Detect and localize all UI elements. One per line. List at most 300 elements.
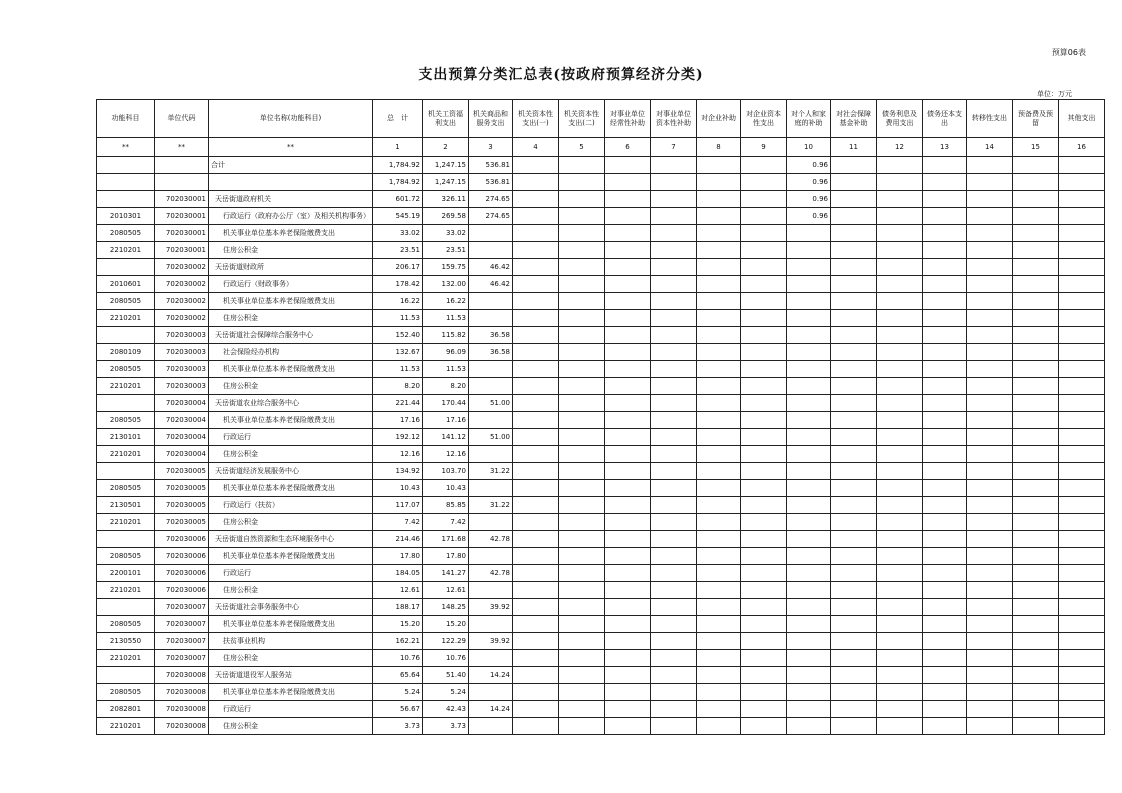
unit-code-cell-text: 702030005 [165, 467, 206, 475]
empty-cell [741, 395, 787, 412]
empty-cell [697, 531, 741, 548]
goods-cell [469, 378, 513, 395]
unit-code-cell [155, 225, 209, 242]
total-cell [373, 497, 423, 514]
empty-cell [1059, 208, 1105, 225]
empty-cell [1013, 582, 1059, 599]
wage-cell [423, 225, 469, 242]
index-cell: 6 [605, 138, 651, 157]
empty-cell [741, 565, 787, 582]
wage-cell-text: 5.24 [450, 688, 466, 696]
unit-name-cell-text: 住房公积金 [223, 585, 258, 594]
total-cell [373, 616, 423, 633]
empty-cell [651, 157, 697, 174]
empty-cell [651, 310, 697, 327]
goods-cell [469, 276, 513, 293]
unit-name-cell [209, 191, 373, 208]
empty-cell [559, 344, 605, 361]
wage-cell-text: 17.80 [445, 552, 466, 560]
goods-cell [469, 361, 513, 378]
empty-cell [741, 599, 787, 616]
personal-cell [787, 463, 831, 480]
unit-code-cell [155, 344, 209, 361]
wage-cell-text: 10.43 [445, 484, 466, 492]
empty-cell [697, 174, 741, 191]
empty-cell [877, 582, 923, 599]
empty-cell [741, 701, 787, 718]
empty-cell [831, 633, 877, 650]
unit-name-cell-text: 机关事业单位基本养老保险缴费支出 [223, 296, 335, 305]
empty-cell [513, 378, 559, 395]
unit-code-cell [155, 565, 209, 582]
empty-cell [877, 157, 923, 174]
empty-cell [605, 497, 651, 514]
empty-cell [513, 259, 559, 276]
goods-cell [469, 616, 513, 633]
empty-cell [651, 412, 697, 429]
unit-code-cell [155, 378, 209, 395]
wage-cell-text: 23.51 [445, 246, 466, 254]
total-cell [373, 565, 423, 582]
empty-cell [513, 582, 559, 599]
unit-name-cell [209, 361, 373, 378]
wage-cell [423, 446, 469, 463]
func-code-cell [97, 531, 155, 548]
header-cell: 对事业单位经常性补助 [605, 100, 651, 138]
empty-cell [923, 667, 967, 684]
goods-cell [469, 191, 513, 208]
empty-cell [1013, 174, 1059, 191]
wage-cell-text: 17.16 [445, 416, 466, 424]
goods-cell [469, 531, 513, 548]
total-cell [373, 191, 423, 208]
unit-name-cell [209, 225, 373, 242]
empty-cell [559, 565, 605, 582]
func-code-cell-text: 2080505 [109, 297, 142, 305]
total-cell-text: 214.46 [395, 535, 420, 543]
unit-name-cell-text: 合计 [211, 160, 225, 169]
empty-cell [923, 429, 967, 446]
unit-name-cell [209, 667, 373, 684]
index-cell: 7 [651, 138, 697, 157]
personal-cell [787, 310, 831, 327]
empty-cell [651, 344, 697, 361]
empty-cell [697, 225, 741, 242]
empty-cell [1013, 157, 1059, 174]
unit-name-cell [209, 174, 373, 191]
empty-cell [967, 463, 1013, 480]
index-cell: 10 [787, 138, 831, 157]
table-row [97, 361, 1105, 378]
empty-cell [877, 293, 923, 310]
total-cell [373, 310, 423, 327]
empty-cell [651, 378, 697, 395]
empty-cell [513, 327, 559, 344]
empty-cell [697, 599, 741, 616]
goods-cell [469, 633, 513, 650]
empty-cell [1059, 633, 1105, 650]
goods-cell-text: 31.22 [489, 467, 510, 475]
empty-cell [1059, 463, 1105, 480]
empty-cell [605, 157, 651, 174]
unit-code-cell-text: 702030001 [165, 212, 206, 220]
empty-cell [1013, 480, 1059, 497]
empty-cell [605, 718, 651, 735]
unit-code-cell-text: 702030007 [165, 637, 206, 645]
index-cell: 15 [1013, 138, 1059, 157]
empty-cell [1059, 242, 1105, 259]
table-row [97, 293, 1105, 310]
empty-cell [697, 480, 741, 497]
func-code-cell [97, 310, 155, 327]
personal-cell [787, 174, 831, 191]
empty-cell [697, 412, 741, 429]
unit-name-cell-text: 行政运行 [223, 568, 251, 577]
empty-cell [697, 327, 741, 344]
empty-cell [877, 174, 923, 191]
func-code-cell [97, 327, 155, 344]
empty-cell [831, 378, 877, 395]
empty-cell [967, 548, 1013, 565]
empty-cell [559, 327, 605, 344]
table-row [97, 310, 1105, 327]
empty-cell [967, 565, 1013, 582]
goods-cell-text: 42.78 [489, 535, 510, 543]
unit-label: 单位：万元 [1037, 90, 1072, 98]
unit-code-cell-text: 702030007 [165, 620, 206, 628]
empty-cell [559, 293, 605, 310]
empty-cell [605, 276, 651, 293]
empty-cell [877, 514, 923, 531]
goods-cell-text: 39.92 [489, 603, 510, 611]
func-code-cell-text: 2210201 [109, 314, 142, 322]
empty-cell [513, 208, 559, 225]
unit-code-cell [155, 446, 209, 463]
total-cell-text: 23.51 [399, 246, 420, 254]
empty-cell [831, 208, 877, 225]
header-row [97, 100, 1105, 138]
index-cell: 5 [559, 138, 605, 157]
total-cell [373, 344, 423, 361]
index-cell: 13 [923, 138, 967, 157]
goods-cell-text: 46.42 [489, 280, 510, 288]
func-code-cell-text: 2200101 [109, 569, 142, 577]
unit-name-cell-text: 住房公积金 [223, 381, 258, 390]
total-cell-text: 11.53 [399, 314, 420, 322]
empty-cell [697, 446, 741, 463]
form-number: 预算06表 [1051, 48, 1086, 57]
func-code-cell [97, 259, 155, 276]
empty-cell [741, 633, 787, 650]
wage-cell [423, 582, 469, 599]
total-cell-text: 3.73 [404, 722, 420, 730]
empty-cell [877, 225, 923, 242]
unit-code-cell-text: 702030004 [165, 450, 206, 458]
unit-code-cell [155, 582, 209, 599]
empty-cell [697, 565, 741, 582]
empty-cell [741, 378, 787, 395]
func-code-cell [97, 344, 155, 361]
empty-cell [967, 378, 1013, 395]
empty-cell [967, 429, 1013, 446]
index-cell: 11 [831, 138, 877, 157]
empty-cell [513, 548, 559, 565]
empty-cell [741, 582, 787, 599]
empty-cell [831, 157, 877, 174]
index-cell: 3 [469, 138, 513, 157]
personal-cell [787, 446, 831, 463]
empty-cell [1013, 259, 1059, 276]
unit-name-cell-text: 住房公积金 [223, 245, 258, 254]
func-code-cell-text: 2210201 [109, 450, 142, 458]
empty-cell [923, 446, 967, 463]
total-cell-text: 184.05 [395, 569, 420, 577]
wage-cell-text: 10.76 [445, 654, 466, 662]
empty-cell [967, 412, 1013, 429]
empty-cell [651, 259, 697, 276]
empty-cell [1013, 684, 1059, 701]
table-row [97, 565, 1105, 582]
empty-cell [741, 310, 787, 327]
personal-cell [787, 531, 831, 548]
empty-cell [651, 429, 697, 446]
table-row [97, 208, 1105, 225]
func-code-cell [97, 548, 155, 565]
table-row [97, 616, 1105, 633]
empty-cell [741, 259, 787, 276]
empty-cell [651, 446, 697, 463]
empty-cell [513, 667, 559, 684]
goods-cell [469, 310, 513, 327]
empty-cell [877, 446, 923, 463]
total-cell-text: 132.67 [395, 348, 420, 356]
goods-cell [469, 514, 513, 531]
func-code-cell [97, 701, 155, 718]
unit-name-cell-text: 机关事业单位基本养老保险缴费支出 [223, 483, 335, 492]
total-cell-text: 16.22 [399, 297, 420, 305]
empty-cell [741, 463, 787, 480]
goods-cell [469, 463, 513, 480]
unit-code-cell-text: 702030001 [165, 229, 206, 237]
total-cell [373, 667, 423, 684]
goods-cell-text: 14.24 [489, 671, 510, 679]
total-cell [373, 259, 423, 276]
wage-cell [423, 531, 469, 548]
func-code-cell-text: 2210201 [109, 518, 142, 526]
unit-name-cell [209, 327, 373, 344]
unit-code-cell-text: 702030003 [165, 365, 206, 373]
empty-cell [651, 395, 697, 412]
wage-cell-text: 122.29 [441, 637, 466, 645]
empty-cell [877, 667, 923, 684]
unit-code-cell-text: 702030001 [165, 246, 206, 254]
func-code-cell-text: 2080505 [109, 620, 142, 628]
empty-cell [1013, 514, 1059, 531]
empty-cell [741, 191, 787, 208]
goods-cell-text: 536.81 [485, 161, 510, 169]
empty-cell [1059, 548, 1105, 565]
empty-cell [923, 599, 967, 616]
personal-cell [787, 701, 831, 718]
wage-cell [423, 514, 469, 531]
empty-cell [559, 718, 605, 735]
unit-code-cell [155, 463, 209, 480]
goods-cell [469, 259, 513, 276]
unit-code-cell-text: 702030003 [165, 382, 206, 390]
empty-cell [513, 684, 559, 701]
unit-name-cell-text: 行政运行（扶贫） [223, 500, 279, 509]
goods-cell [469, 497, 513, 514]
func-code-cell [97, 463, 155, 480]
empty-cell [697, 718, 741, 735]
empty-cell [513, 344, 559, 361]
header-cell: 机关资本性支出(二) [559, 100, 605, 138]
goods-cell [469, 429, 513, 446]
empty-cell [877, 327, 923, 344]
wage-cell [423, 565, 469, 582]
empty-cell [1059, 599, 1105, 616]
personal-cell [787, 191, 831, 208]
empty-cell [1013, 650, 1059, 667]
total-cell-text: 12.61 [399, 586, 420, 594]
unit-code-cell [155, 208, 209, 225]
personal-cell [787, 667, 831, 684]
empty-cell [697, 276, 741, 293]
wage-cell-text: 115.82 [441, 331, 466, 339]
goods-cell [469, 344, 513, 361]
empty-cell [967, 684, 1013, 701]
unit-code-cell [155, 276, 209, 293]
empty-cell [513, 293, 559, 310]
empty-cell [559, 599, 605, 616]
wage-cell [423, 667, 469, 684]
func-code-cell [97, 208, 155, 225]
empty-cell [831, 667, 877, 684]
personal-cell [787, 293, 831, 310]
unit-name-cell-text: 机关事业单位基本养老保险缴费支出 [223, 415, 335, 424]
total-cell [373, 599, 423, 616]
empty-cell [697, 514, 741, 531]
unit-code-cell [155, 412, 209, 429]
unit-name-cell-text: 机关事业单位基本养老保险缴费支出 [223, 364, 335, 373]
empty-cell [923, 242, 967, 259]
empty-cell [697, 667, 741, 684]
total-cell-text: 56.67 [399, 705, 420, 713]
empty-cell [1013, 276, 1059, 293]
header-cell: 单位代码 [155, 100, 209, 138]
empty-cell [513, 446, 559, 463]
wage-cell [423, 616, 469, 633]
empty-cell [967, 650, 1013, 667]
wage-cell-text: 159.75 [441, 263, 466, 271]
empty-cell [967, 293, 1013, 310]
empty-cell [923, 480, 967, 497]
header-cell: 机关资本性支出(一) [513, 100, 559, 138]
func-code-cell [97, 446, 155, 463]
empty-cell [1013, 412, 1059, 429]
empty-cell [651, 514, 697, 531]
empty-cell [877, 344, 923, 361]
func-code-cell-text: 2010301 [109, 212, 142, 220]
goods-cell [469, 446, 513, 463]
empty-cell [559, 582, 605, 599]
unit-code-cell-text: 702030006 [165, 552, 206, 560]
header-cell: 对事业单位资本性补助 [651, 100, 697, 138]
empty-cell [741, 497, 787, 514]
empty-cell [513, 242, 559, 259]
header-cell: 对企业补助 [697, 100, 741, 138]
unit-code-cell [155, 684, 209, 701]
empty-cell [741, 174, 787, 191]
empty-cell [877, 480, 923, 497]
goods-cell-text: 14.24 [489, 705, 510, 713]
empty-cell [741, 344, 787, 361]
func-code-cell-text: 2080505 [109, 229, 142, 237]
empty-cell [651, 191, 697, 208]
func-code-cell [97, 361, 155, 378]
header-cell: 债务利息及费用支出 [877, 100, 923, 138]
wage-cell-text: 85.85 [445, 501, 466, 509]
empty-cell [967, 514, 1013, 531]
unit-code-cell-text: 702030003 [165, 331, 206, 339]
empty-cell [605, 208, 651, 225]
header-cell: 转移性支出 [967, 100, 1013, 138]
empty-cell [831, 531, 877, 548]
func-code-cell [97, 174, 155, 191]
wage-cell [423, 599, 469, 616]
empty-cell [831, 565, 877, 582]
personal-cell [787, 412, 831, 429]
header-cell: 功能科目 [97, 100, 155, 138]
table-row [97, 480, 1105, 497]
empty-cell [831, 310, 877, 327]
empty-cell [1059, 480, 1105, 497]
empty-cell [651, 361, 697, 378]
table-row [97, 684, 1105, 701]
empty-cell [559, 378, 605, 395]
table-row [97, 514, 1105, 531]
func-code-cell-text: 2130550 [109, 637, 142, 645]
empty-cell [923, 514, 967, 531]
unit-name-cell [209, 276, 373, 293]
wage-cell [423, 701, 469, 718]
empty-cell [741, 361, 787, 378]
empty-cell [831, 497, 877, 514]
empty-cell [967, 616, 1013, 633]
unit-name-cell-text: 行政运行 [223, 432, 251, 441]
empty-cell [513, 310, 559, 327]
wage-cell [423, 242, 469, 259]
empty-cell [877, 599, 923, 616]
func-code-cell-text: 2210201 [109, 586, 142, 594]
wage-cell [423, 378, 469, 395]
func-code-cell [97, 242, 155, 259]
unit-code-cell-text: 702030006 [165, 569, 206, 577]
empty-cell [741, 514, 787, 531]
wage-cell [423, 344, 469, 361]
wage-cell [423, 310, 469, 327]
unit-name-cell [209, 412, 373, 429]
unit-name-cell [209, 701, 373, 718]
empty-cell [877, 378, 923, 395]
header-cell: 对企业资本性支出 [741, 100, 787, 138]
unit-name-cell [209, 582, 373, 599]
empty-cell [967, 259, 1013, 276]
empty-cell [741, 293, 787, 310]
goods-cell [469, 480, 513, 497]
empty-cell [651, 208, 697, 225]
table-row [97, 157, 1105, 174]
